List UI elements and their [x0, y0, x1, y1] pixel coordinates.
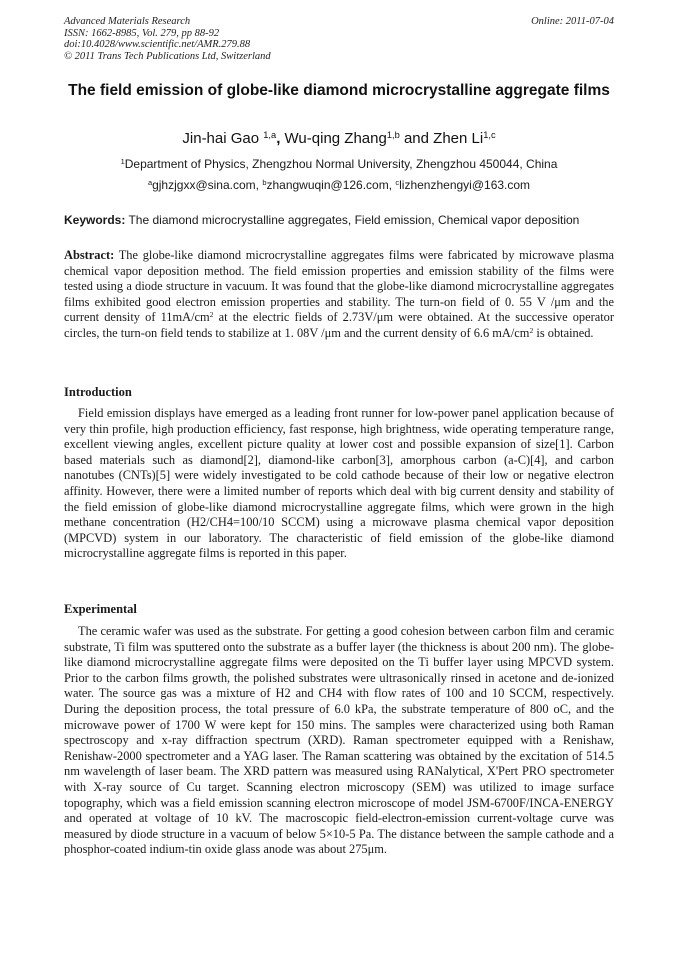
affiliation	[64, 157, 614, 171]
experimental-body	[64, 624, 614, 858]
journal-issn: ISSN: 1662-8985, Vol. 279, pp 88-92	[64, 27, 220, 39]
email-address[interactable]: lizhenzhengyi@163.com	[399, 178, 531, 192]
abstract-text-part3: is obtained.	[533, 325, 594, 340]
author-affil-marker: 1,b	[386, 129, 400, 140]
introduction-body	[64, 406, 614, 562]
experimental-heading: Experimental	[64, 602, 137, 616]
journal-copyright: © 2011 Trans Tech Publications Ltd, Switzerland	[64, 50, 271, 62]
email-marker: a	[147, 177, 153, 187]
email-marker: b	[262, 177, 267, 187]
author-name: Jin-hai Gao	[182, 130, 264, 147]
paper-title: The field emission of globe-like diamond microcrystalline aggregate films	[68, 82, 610, 99]
abstract-label: Abstract:	[64, 248, 115, 262]
online-date: Online: 2011-07-04	[531, 16, 614, 27]
affiliation-marker: 1	[120, 156, 125, 166]
keywords-label: Keywords:	[64, 213, 126, 227]
journal-name: Advanced Materials Research	[64, 16, 191, 27]
abstract-superscript-1: 2	[209, 310, 214, 320]
journal-header	[64, 16, 271, 62]
author-list	[64, 130, 614, 148]
author-affil-marker: 1,c	[483, 129, 496, 140]
email-marker: c	[395, 177, 400, 187]
email-address[interactable]: gjhzjgxx@sina.com	[152, 178, 256, 192]
introduction-heading: Introduction	[64, 385, 132, 399]
author-separator: and	[399, 130, 434, 147]
introduction-text: Field emission displays have emerged as a leading front runner for low-power panel application because of very thin profile, high production efficiency, fast response, high brightness, wide operating temperature range, excellent viewing angles, excellent picture quality at lower cost and possible expansion of size[1]. Carbon based materials such as diamond[2], diamond-like carbon[3], amorphous carbon (a-C)[4], and carbon nanotubes (CNTs)[5] were widely investigated to be cold cathode because of their low or negative electron affinity. However, there were a limited number of reports which deal with big current density and stability of the field emission of globe-like diamond microcrystalline aggregate films, which were grown in the high methane concentration (H2/CH4=100/10 SCCM) using a microwave plasma chemical vapor deposition (MPCVD) system in our laboratory. The characteristic of field emission of the globe-like diamond microcrystalline aggregate films is reported in this paper.	[64, 406, 614, 561]
author-separator: ,	[276, 130, 285, 147]
abstract-superscript-2: 2	[529, 325, 534, 335]
email-list	[64, 178, 614, 192]
experimental-text: The ceramic wafer was used as the substrate. For getting a good cohesion between carbon film and ceramic substrate, Ti film was sputtered onto the substrate as a buffer layer (the thickness is about 200 nm). The globe-like diamond microcrystalline aggregate films were deposited on the Ti buffer layer using MPCVD system. Prior to the carbon films growth, the polished substrates were ultrasonically rinsed in acetone and de-ionized water. The source gas was a mixture of H2 and CH4 with flow rates of 100 and 10 SCCM, respectively. During the deposition process, the total pressure of 6.0 kPa, the substrate temperature of 800 oC, and the microwave power of 1700 W were kept for 150 mins. The samples were characterized using both Raman spectroscopy and x-ray diffraction spectrum (XRD). Raman spectrometer equipped with a Renishaw, Renishaw-2000 spectrometer and a YAG laser. The Raman scattering was obtained by the excitation of 514.5 nm wavelength of laser beam. The XRD pattern was measured using RANalytical, X'Pert PRO spectrometer with X-ray source of Cu target. Scanning electron microscopy (SEM) was utilized to image surface topography, which was a field emission scanning electron microscope of model JSM-6700F/INCA-ENERGY and operated at voltage of 10 kV. The macroscopic field-electron-emission current-voltage curve was measured by diode structure in a vacuum of below 5×10-5 Pa. The distance between the sample cathode and a phosphor-coated indium-tin oxide glass anode was about 275μm.	[64, 624, 614, 857]
abstract-text-part2: at the electric fields of 2.73V/μm were obtained. At the successive operator circles, the turn-on field tends to stabilize at 1. 08V /μm and the current density of 6.6 mA/cm	[64, 310, 614, 340]
keywords-text: The diamond microcrystalline aggregates, Field emission, Chemical vapor deposition	[125, 213, 580, 227]
email-address[interactable]: zhangwuqin@126.com	[266, 178, 389, 192]
email-separator: ,	[255, 178, 263, 192]
keywords	[64, 213, 616, 227]
author-name: Wu-qing Zhang	[284, 130, 387, 147]
email-separator: ,	[388, 178, 396, 192]
author-affil-marker: 1,a	[263, 129, 277, 140]
abstract	[64, 248, 614, 342]
author-name: Zhen Li	[433, 130, 484, 147]
abstract-text-part1: The globe-like diamond microcrystalline aggregates films were fabricated by microwave plasma chemical vapor deposition method. The field emission properties and emission stability of the films were tested using a diode structure in vacuum. It was found that the globe-like diamond microcrystalline aggregates films exhibited good electron emission properties and stability. The turn-on field of 0. 55 V /μm and the current density of 11mA/cm	[64, 248, 614, 325]
journal-doi: doi:10.4028/www.scientific.net/AMR.279.88	[64, 39, 251, 51]
affiliation-text: Department of Physics, Zhengzhou Normal University, Zhengzhou 450044, China	[124, 157, 558, 171]
